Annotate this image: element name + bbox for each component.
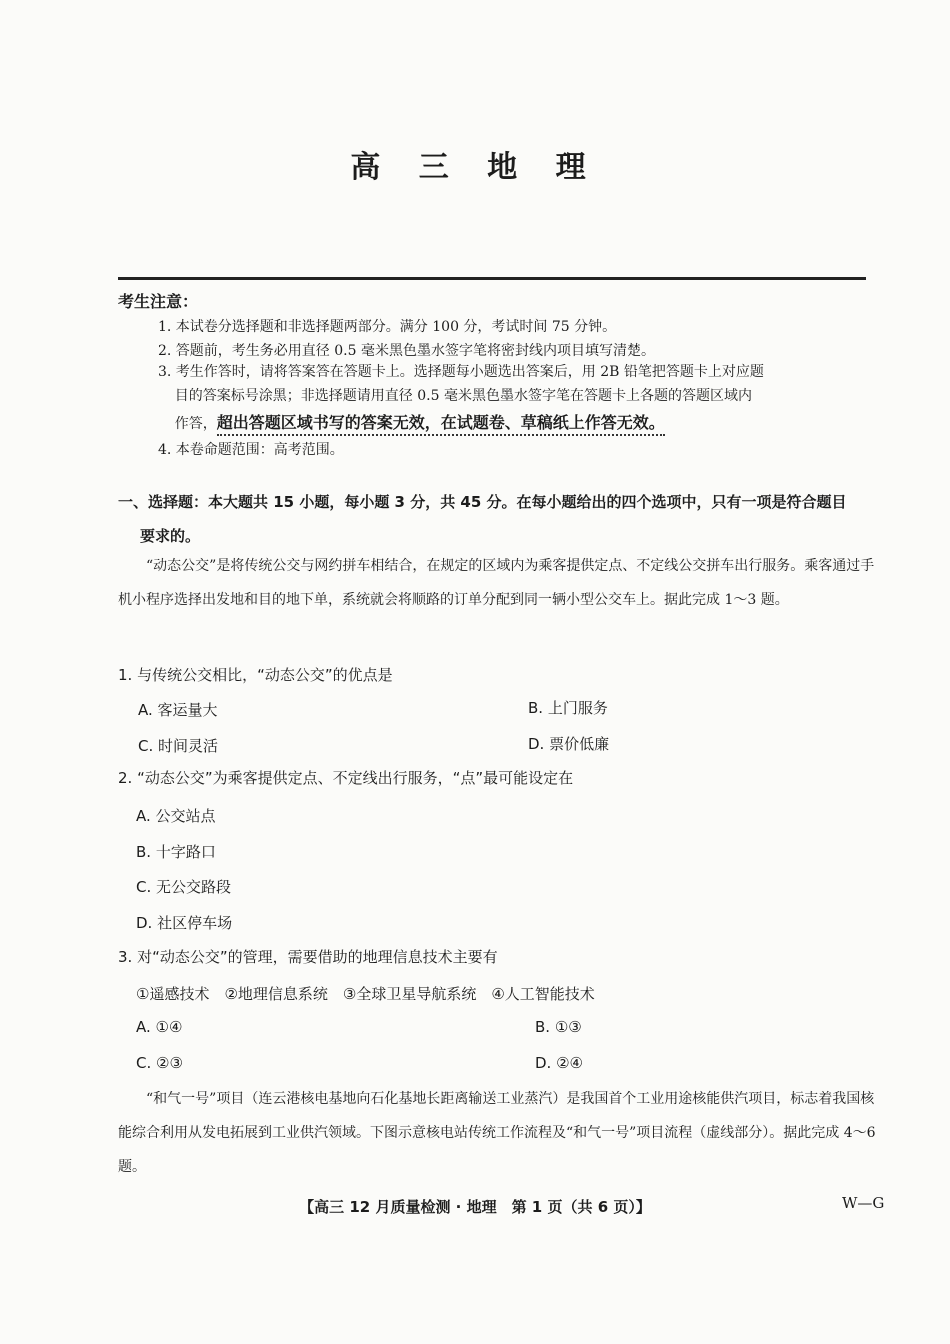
notice-item-4: 4. 本卷命题范围：高考范围。 xyxy=(158,442,344,458)
question-3-option-d: D. ②④ xyxy=(535,1054,583,1072)
page-footer: 【高三 12 月质量检测 · 地理 第 1 页（共 6 页）】 xyxy=(299,1198,651,1216)
question-1-option-d: D. 票价低廉 xyxy=(528,735,610,753)
notice-item-3 xyxy=(158,360,873,439)
notice-item-2: 2. 答题前，考生务必用直径 0.5 毫米黑色墨水签字笔将密封线内项目填写清楚。 xyxy=(158,343,655,359)
notice-item-3-line-2: 目的答案标号涂黑；非选择题请用直径 0.5 毫米黑色墨水签字笔在答题卡上各题的答题区域内 xyxy=(174,388,752,404)
section-1-line-2: 要求的。 xyxy=(140,527,201,545)
notice-item-3-line-3 xyxy=(158,408,873,439)
notice-item-3-emphasis: 超出答题区域书写的答案无效，在试题卷、草稿纸上作答无效。 xyxy=(217,413,665,436)
question-1-option-b: B. 上门服务 xyxy=(528,699,608,717)
question-1-option-c: C. 时间灵活 xyxy=(138,737,219,755)
paper-code: W—G xyxy=(842,1194,885,1212)
question-3-option-b: B. ①③ xyxy=(535,1018,582,1036)
notice-item-3-line-1: 3. 考生作答时，请将答案答在答题卡上。选择题每小题选出答案后，用 2B 铅笔把答题卡上对应题 xyxy=(158,364,764,380)
question-2-option-d: D. 社区停车场 xyxy=(136,914,233,932)
question-1-stem: 1. 与传统公交相比，“动态公交”的优点是 xyxy=(118,666,393,684)
question-3-option-a: A. ①④ xyxy=(136,1018,183,1036)
question-2-stem: 2. “动态公交”为乘客提供定点、不定线出行服务，“点”最可能设定在 xyxy=(118,769,574,787)
notice-item-1: 1. 本试卷分选择题和非选择题两部分。满分 100 分，考试时间 75 分钟。 xyxy=(158,319,617,335)
question-2-option-b: B. 十字路口 xyxy=(136,843,216,861)
question-3-stem: 3. 对“动态公交”的管理，需要借助的地理信息技术主要有 xyxy=(118,948,498,966)
question-2-option-c: C. 无公交路段 xyxy=(136,878,232,896)
question-2-option-a: A. 公交站点 xyxy=(136,807,216,825)
header-divider xyxy=(118,277,866,280)
notice-item-3-prefix: 作答， xyxy=(174,416,217,432)
section-1-line-1: 一、选择题：本大题共 15 小题，每小题 3 分，共 45 分。在每小题给出的四个选项中，只有一项是符合题目 xyxy=(118,493,847,511)
passage-2: “和气一号”项目（连云港核电基地向石化基地长距离输送工业蒸汽）是我国首个工业用途核能供汽项目，标志着我国核能综合利用从发电拓展到工业供汽领域。下图示意核电站传统工作流程及“和气一号”项目流程（虚线部分）。据此完成 4～6 题。 xyxy=(118,1091,876,1175)
question-3-option-c: C. ②③ xyxy=(136,1054,183,1072)
page-title: 高 三 地 理 xyxy=(350,150,600,185)
notice-heading: 考生注意： xyxy=(118,292,199,311)
question-3-items: ①遥感技术 ②地理信息系统 ③全球卫星导航系统 ④人工智能技术 xyxy=(136,985,595,1003)
question-1-option-a: A. 客运量大 xyxy=(138,701,218,719)
section-1-heading xyxy=(118,485,878,553)
passage-1: “动态公交”是将传统公交与网约拼车相结合，在规定的区域内为乘客提供定点、不定线公交拼车出行服务。乘客通过手机小程序选择出发地和目的地下单，系统就会将顺路的订单分配到同一辆小型公交车上。据此完成 1～3 题。 xyxy=(118,558,875,608)
